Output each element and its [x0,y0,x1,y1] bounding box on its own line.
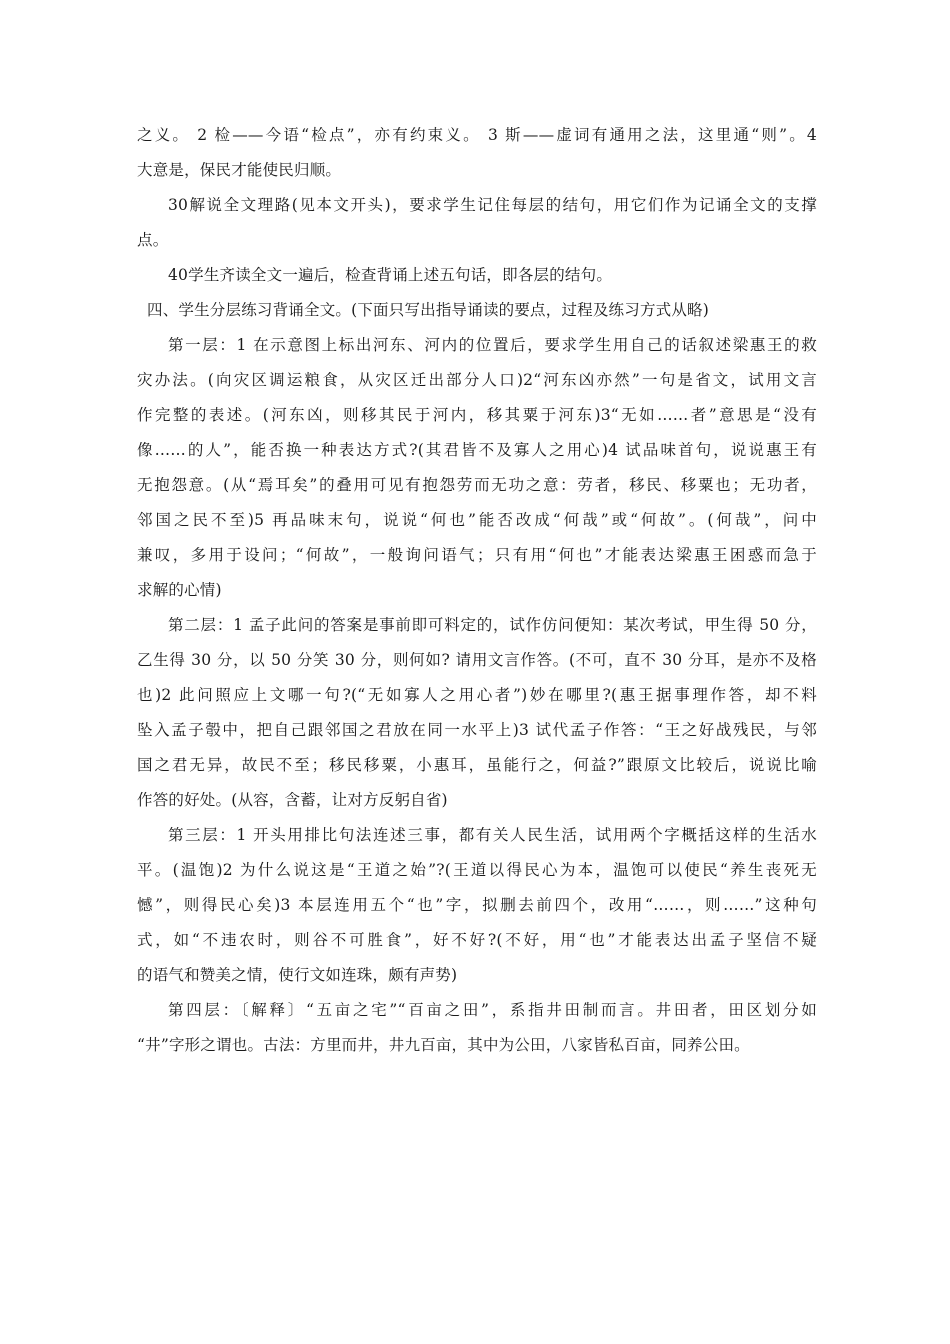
text-line: 作答的好处。(从容，含蓄，让对方反躬自省) [137,791,448,809]
text-line: 第二层：1 孟子此问的答案是事前即可料定的，试作仿问便知：某次考试，甲生得 50 分， [168,616,817,634]
text-line: 大意是，保民才能使民归顺。 [137,161,342,179]
text-line: 求解的心情) [137,581,222,599]
text-line: 兼叹，多用于设问；“何故”，一般询问语气；只有用“何也”才能表达梁惠王困惑而急于 [137,546,817,564]
text-line: 无抱怨意。(从“焉耳矣”的叠用可见有抱怨劳而无功之意：劳者，移民、移粟也；无功者， [137,476,817,494]
text-line: “井”字形之谓也。古法：方里而井，井九百亩，其中为公田，八家皆私百亩，同养公田。 [137,1036,750,1054]
text-line: 式，如“不违农时，则谷不可胜食”，好不好?(不好，用“也”才能表达出孟子坚信不疑 [137,931,817,949]
text-line: 30解说全文理路(见本文开头)，要求学生记住每层的结句，用它们作为记诵全文的支撑 [168,196,817,214]
text-line: 也)2 此问照应上文哪一句?(“无如寡人之用心者”)妙在哪里?(惠王据事理作答，却不料 [137,686,817,704]
text-line: 作完整的表述。(河东凶，则移其民于河内，移其粟于河东)3“无如……者”意思是“没有 [137,406,817,424]
text-line: 像……的人”，能否换一种表达方式?(其君皆不及寡人之用心)4 试品味首句，说说惠王有 [137,441,817,459]
text-line: 邻国之民不至)5 再品味末句，说说“何也”能否改成“何哉”或“何故”。(何哉”，问中 [137,511,817,529]
text-line: 乙生得 30 分，以 50 分笑 30 分，则何如? 请用文言作答。(不可，直不 30 分耳，是亦不及格 [137,651,817,669]
text-line: 之义。 2 检——今语“检点”，亦有约束义。 3 斯——虚词有通用之法，这里通“则”。4 [137,126,817,144]
text-line: 憾”，则得民心矣)3 本层连用五个“也”字，拟删去前四个，改用“……，则……”这种句 [137,896,817,914]
text-line: 的语气和赞美之情，使行文如连珠，颇有声势) [137,966,458,984]
text-line: 点。 [137,231,169,249]
text-line: 坠入孟子彀中，把自己跟邻国之君放在同一水平上)3 试代孟子作答：“王之好战残民，与邻 [137,721,817,739]
text-line: 40学生齐读全文一遍后，检查背诵上述五句话，即各层的结句。 [168,266,613,284]
text-line: 灾办法。(向灾区调运粮食，从灾区迁出部分人口)2“河东凶亦然”一句是省文，试用文言 [137,371,817,389]
text-line: 第一层：1 在示意图上标出河东、河内的位置后，要求学生用自己的话叙述梁惠王的救 [168,336,817,354]
document-body [137,118,817,1063]
section-heading: 四、学生分层练习背诵全文。(下面只写出指导诵读的要点，过程及练习方式从略) [147,301,709,319]
text-line: 国之君无异，故民不至；移民移粟，小惠耳，虽能行之，何益?”跟原文比较后，说说比喻 [137,756,817,774]
text-line: 第四层：〔解释〕“五亩之宅”“百亩之田”，系指井田制而言。井田者，田区划分如 [168,1001,817,1019]
text-line: 平。(温饱)2 为什么说这是“王道之始”?(王道以得民心为本，温饱可以使民“养生丧死无 [137,861,817,879]
text-line: 第三层：1 开头用排比句法连述三事，都有关人民生活，试用两个字概括这样的生活水 [168,826,817,844]
